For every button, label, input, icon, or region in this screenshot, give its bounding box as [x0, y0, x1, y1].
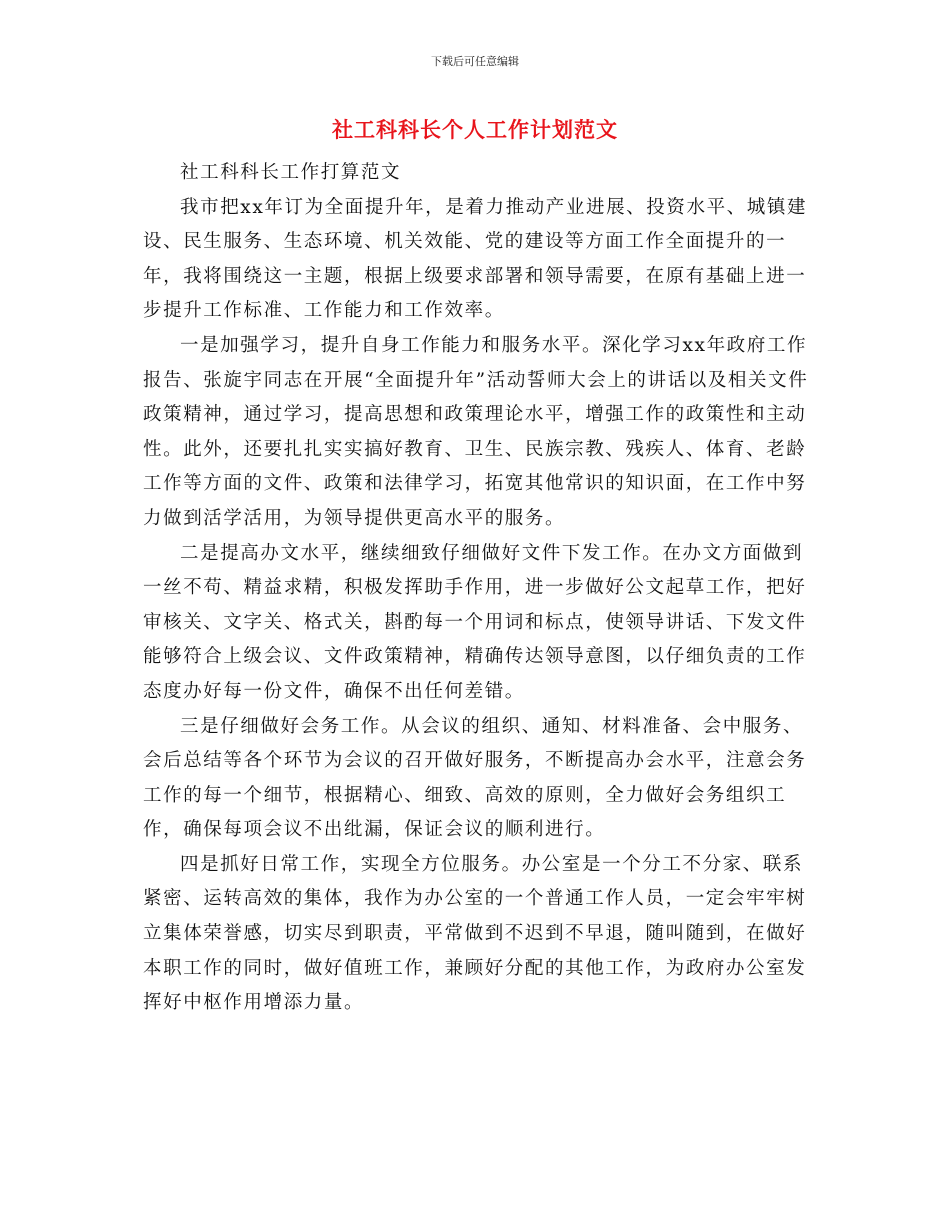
header-note: 下载后可任意编辑 [431, 55, 519, 68]
paragraph-item-4: 四是抓好日常工作，实现全方位服务。办公室是一个分工不分家、联系紧密、运转高效的集体，我作为办公室的一个普通工作人员，一定会牢牢树立集体荣誉感，切实尽到职责，平常做到不迟到不早退，随叫随到，在做好本职工作的同时，做好值班工作，兼顾好分配的其他工作，为政府办公室发挥好中枢作用增添力量。 [143, 853, 807, 1014]
paragraph-intro: 我市把xx年订为全面提升年，是着力推动产业进展、投资水平、城镇建设、民生服务、生态环境、机关效能、党的建设等方面工作全面提升的一年，我将围绕这一主题，根据上级要求部署和领导需要，在原有基础上进一步提升工作标准、工作能力和工作效率。 [143, 196, 808, 322]
document-body [143, 156, 813, 1021]
paragraph-subtitle: 社工科科长工作打算范文 [180, 162, 402, 183]
paragraph-item-3: 三是仔细做好会务工作。从会议的组织、通知、材料准备、会中服务、会后总结等各个环节为会议的召开做好服务，不断提高办会水平，注意会务工作的每一个细节，根据精心、细致、高效的原则，全力做好会务组织工作，确保每项会议不出纰漏，保证会议的顺利进行。 [143, 715, 807, 841]
paragraph-item-2: 二是提高办文水平，继续细致仔细做好文件下发工作。在办文方面做到一丝不苟、精益求精，积极发挥助手作用，进一步做好公文起草工作，把好审核关、文字关、格式关，斟酌每一个用词和标点，使领导讲话、下发文件能够符合上级会议、文件政策精神，精确传达领导意图，以仔细负责的工作态度办好每一份文件，确保不出任何差错。 [143, 542, 807, 702]
paragraph-item-1: 一是加强学习，提升自身工作能力和服务水平。深化学习xx年政府工作报告、张旋宇同志在开展“全面提升年”活动誓师大会上的讲话以及相关文件政策精神，通过学习，提高思想和政策理论水平，增强工作的政策性和主动性。此外，还要扎扎实实搞好教育、卫生、民族宗教、残疾人、体育、老龄工作等方面的文件、政策和法律学习，拓宽其他常识的知识面，在工作中努力做到活学活用，为领导提供更高水平的服务。 [143, 334, 809, 529]
document-title: 社工科科长个人工作计划范文 [332, 118, 618, 142]
